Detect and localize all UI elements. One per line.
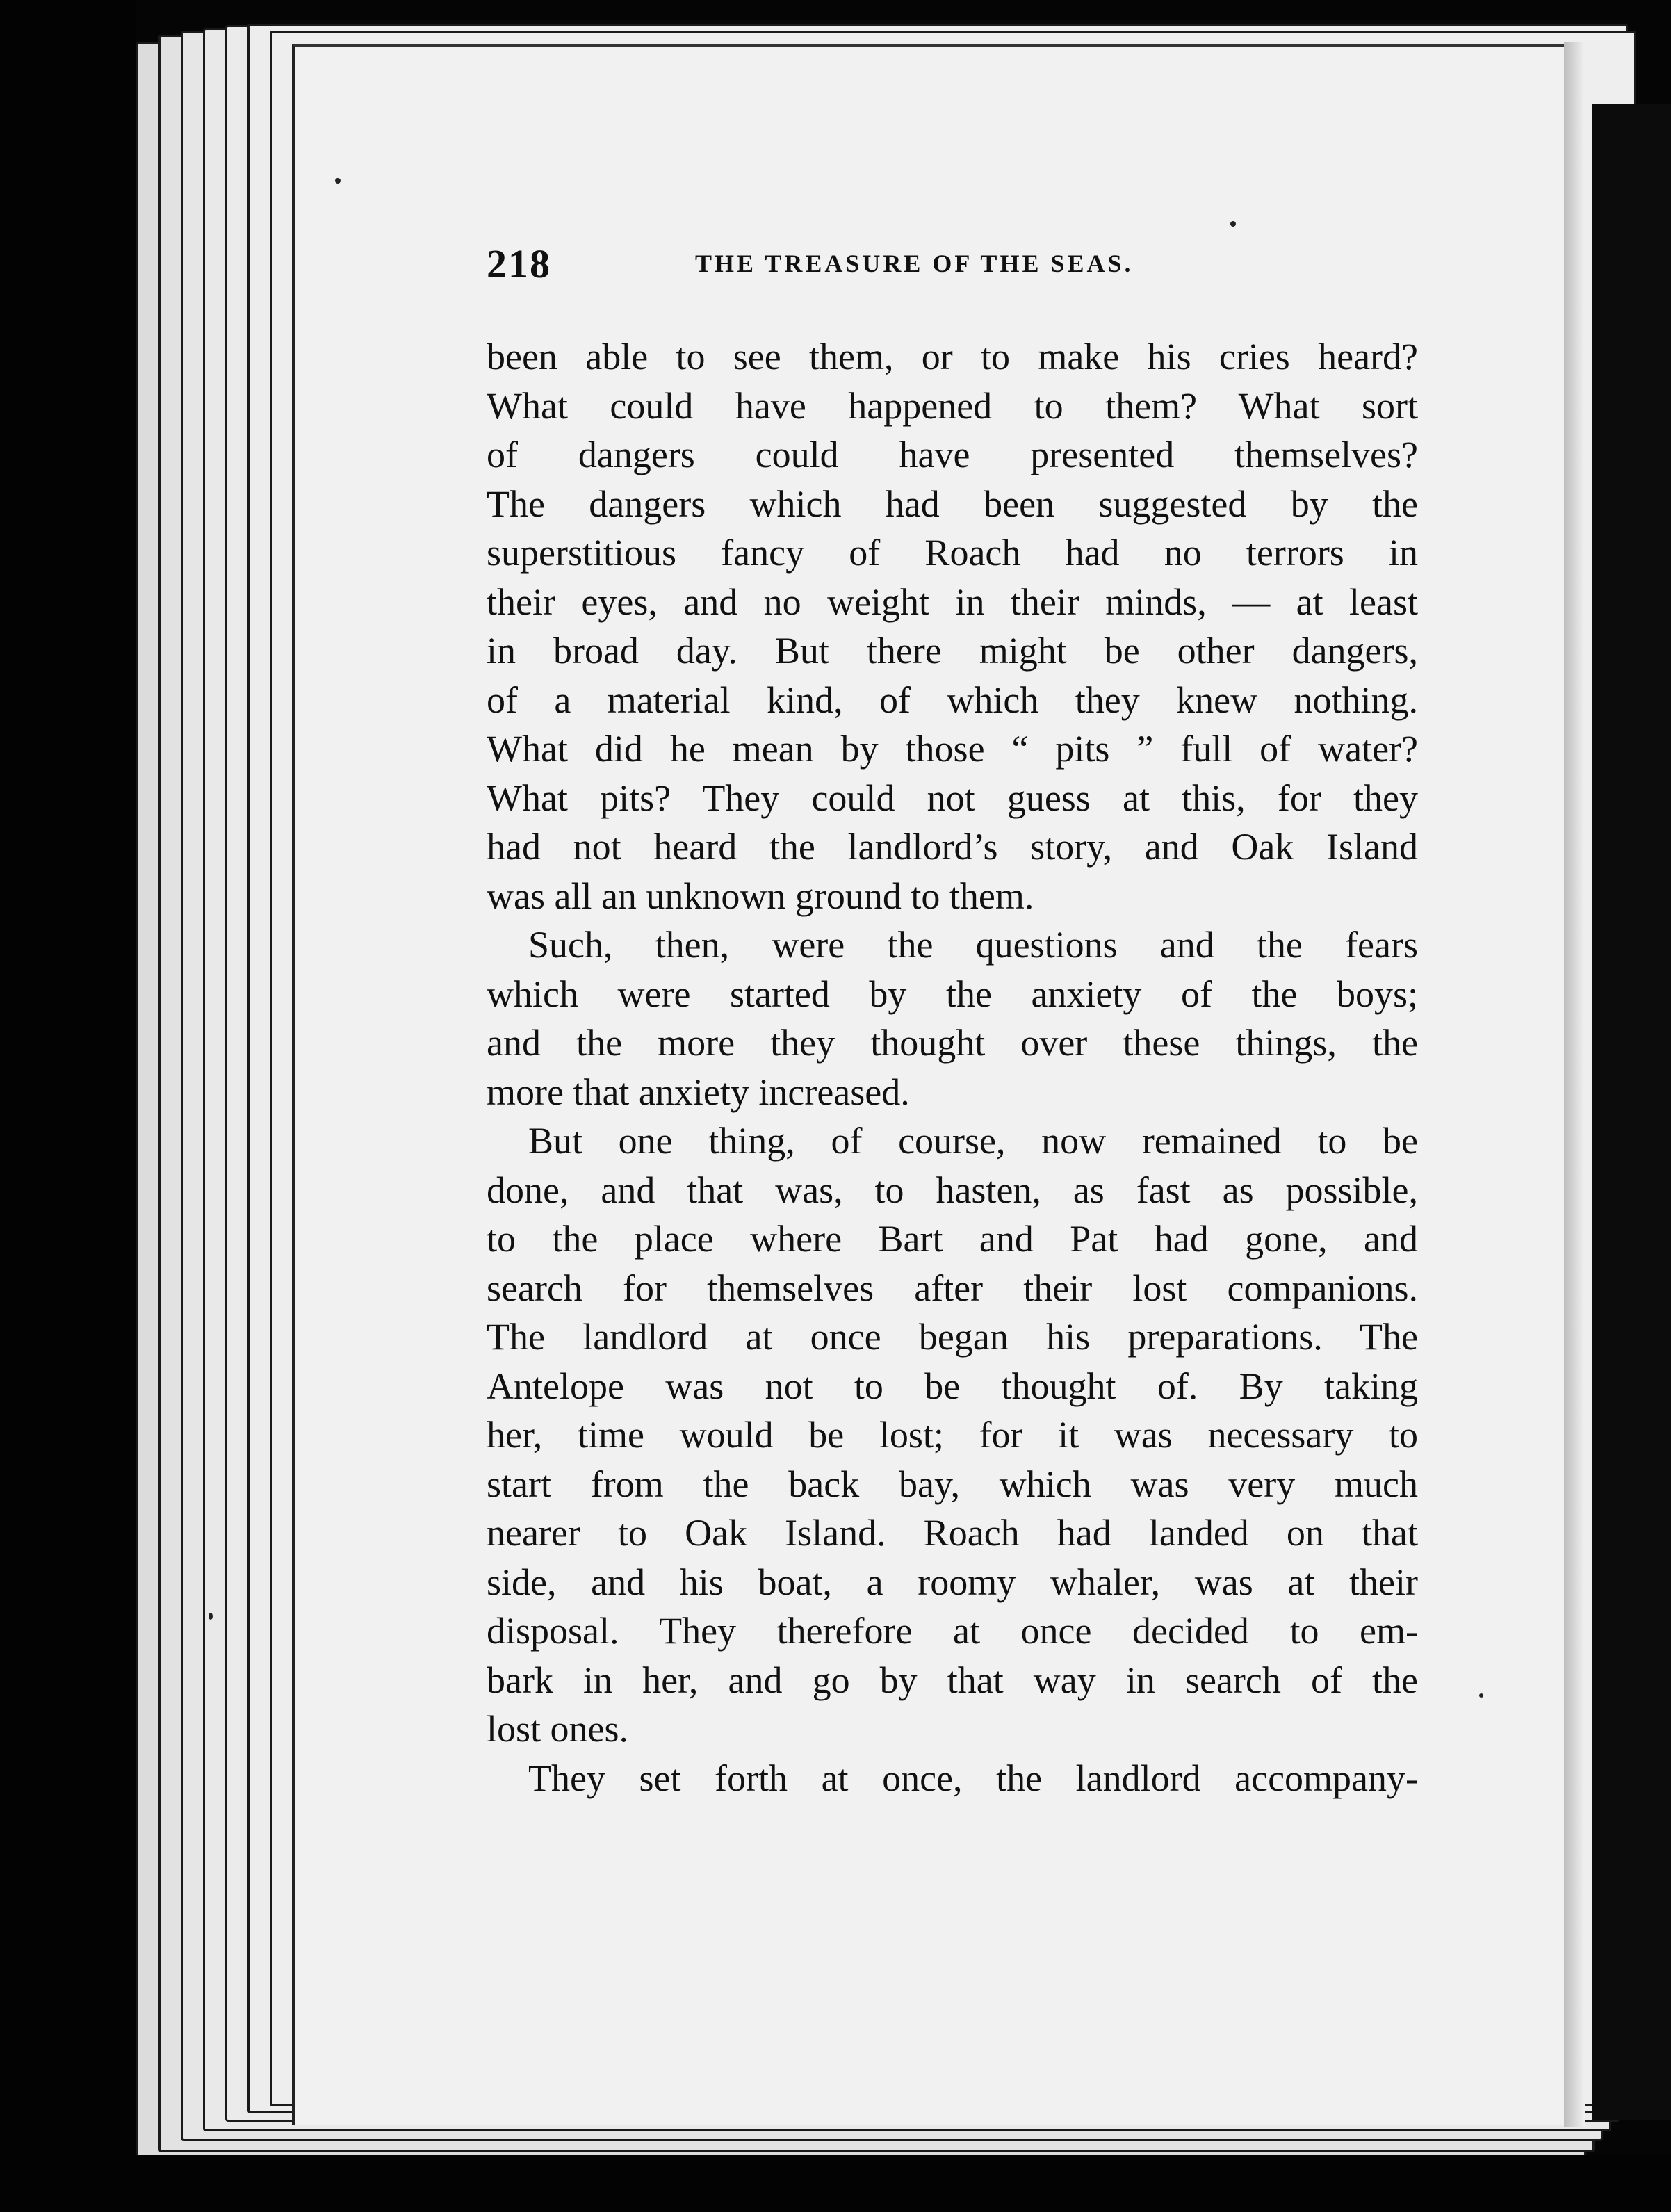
ink-speck xyxy=(1230,221,1236,227)
paragraph xyxy=(487,332,1418,920)
text-line: of a material kind, of which they knew nothing. xyxy=(487,678,1418,721)
text-line: lost ones. xyxy=(487,1708,629,1750)
ink-speck xyxy=(1479,1693,1483,1698)
text-line: which were started by the anxiety of the boys; xyxy=(487,973,1418,1015)
text-line: was all an unknown ground to them. xyxy=(487,875,1034,917)
paragraph xyxy=(487,1754,1418,1803)
text-line: superstitious fancy of Roach had no terrors in xyxy=(487,532,1418,574)
binding-shadow xyxy=(1592,104,1671,2120)
text-line: Antelope was not to be thought of. By taking xyxy=(487,1365,1418,1407)
running-head: THE TREASURE OF THE SEAS. xyxy=(695,250,1134,277)
page-fold xyxy=(1564,42,1585,2127)
text-line: nearer to Oak Island. Roach had landed on that xyxy=(487,1512,1418,1554)
text-line: What could have happened to them? What sort xyxy=(487,384,1418,427)
text-line: They set forth at once, the landlord accompany- xyxy=(528,1757,1418,1799)
text-line: been able to see them, or to make his cries heard? xyxy=(487,336,1418,377)
body-text xyxy=(487,332,1418,1803)
text-line: had not heard the landlord’s story, and Oak Island xyxy=(487,826,1418,868)
paragraph xyxy=(487,1116,1418,1754)
text-line: their eyes, and no weight in their minds, — at least xyxy=(487,580,1418,623)
text-line: done, and that was, to hasten, as fast as possible, xyxy=(487,1169,1418,1211)
text-line: Such, then, were the questions and the fears xyxy=(528,924,1418,966)
text-line: The dangers which had been suggested by the xyxy=(487,482,1418,525)
text-line: in broad day. But there might be other dangers, xyxy=(487,630,1418,672)
text-line: search for themselves after their lost companions. xyxy=(487,1267,1418,1309)
text-line: The landlord at once began his preparations. The xyxy=(487,1316,1418,1358)
text-line: disposal. They therefore at once decided to em- xyxy=(487,1610,1418,1652)
text-line: side, and his boat, a roomy whaler, was at their xyxy=(487,1561,1418,1603)
text-line: What did he mean by those “ pits ” full of water? xyxy=(487,728,1418,770)
ink-speck xyxy=(209,1613,213,1620)
left-background-shadow xyxy=(0,0,136,2212)
paragraph xyxy=(487,920,1418,1116)
page-number: 218 xyxy=(487,241,551,286)
text-line: start from the back bay, which was very much xyxy=(487,1463,1418,1505)
text-line: more that anxiety increased. xyxy=(487,1071,910,1113)
text-line: and the more they thought over these things, the xyxy=(487,1022,1418,1064)
bottom-background-shadow xyxy=(0,2155,1671,2212)
text-line: What pits? They could not guess at this, for they xyxy=(487,776,1418,819)
text-line: But one thing, of course, now remained to be xyxy=(528,1120,1418,1162)
text-line: her, time would be lost; for it was necessary to xyxy=(487,1414,1418,1456)
ink-speck xyxy=(335,178,341,184)
text-line: bark in her, and go by that way in search of the xyxy=(487,1659,1418,1701)
page-header xyxy=(487,241,1425,286)
text-line: of dangers could have presented themselves? xyxy=(487,434,1418,475)
text-line: to the place where Bart and Pat had gone, and xyxy=(487,1218,1418,1260)
